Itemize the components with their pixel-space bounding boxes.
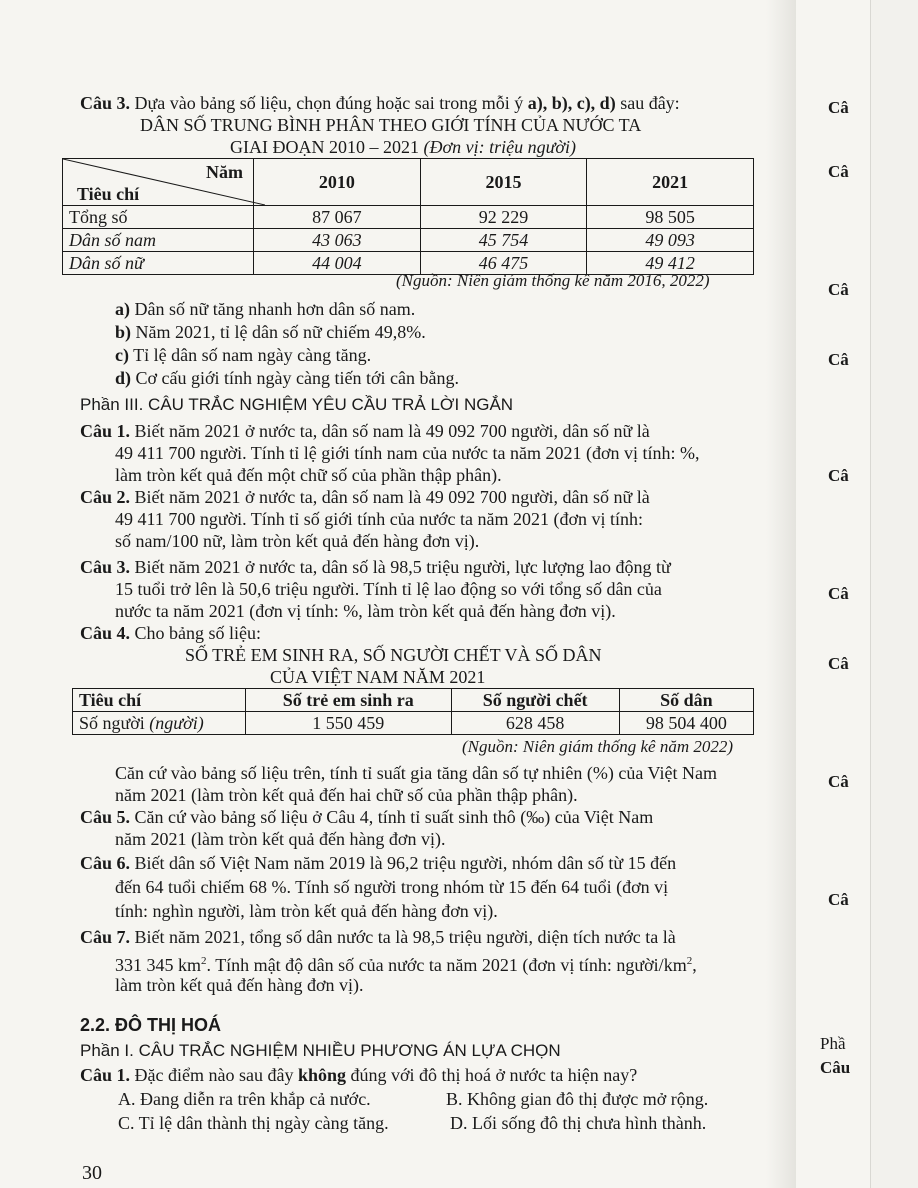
q4-table-title-2: CỦA VIỆT NAM NĂM 2021	[270, 667, 486, 687]
short-q1-line2: 49 411 700 người. Tính tỉ lệ giới tính nam của nước ta năm 2021 (đơn vị tính: %,	[115, 443, 700, 463]
short-q7-line2: 331 345 $km^2$. Tính mật độ dân số của nước ta năm 2021 (đơn vị tính: người/$km^2$,	[115, 955, 697, 975]
short-q7-line3: làm tròn kết quả đến hàng đơn vị).	[115, 975, 364, 995]
q3-intro: Câu 3. Dựa vào bảng số liệu, chọn đúng hoặc sai trong mỗi ý a), b), c), d) sau đây:	[80, 93, 680, 113]
short-q7-line1: Câu 7. Biết năm 2021, tổng số dân nước ta là 98,5 triệu người, diện tích nước ta là	[80, 927, 676, 947]
table-row: Dân số nam 43 063 45 754 49 093	[63, 229, 754, 252]
margin-label: Phầ	[820, 1034, 846, 1053]
mc1-option-d: D. Lối sống đô thị chưa hình thành.	[450, 1113, 707, 1133]
q3-table-title-1: DÂN SỐ TRUNG BÌNH PHÂN THEO GIỚI TÍNH CỦA NƯỚC TA	[140, 115, 642, 135]
mc1-option-a: A. Đang diễn ra trên khắp cả nước.	[118, 1089, 371, 1109]
short-q6-line2: đến 64 tuổi chiếm 68 %. Tính số người trong nhóm từ 15 đến 64 tuổi (đơn vị	[115, 877, 669, 897]
q4-source: (Nguồn: Niên giám thống kê năm 2022)	[462, 737, 734, 756]
table-row: Tổng số 87 067 92 229 98 505	[63, 206, 754, 229]
margin-label: Câu	[820, 1058, 851, 1077]
q3-option-c: c) Tỉ lệ dân số nam ngày càng tăng.	[115, 345, 372, 365]
short-q2-line1: Câu 2. Biết năm 2021 ở nước ta, dân số nam là 49 092 700 người, dân số nữ là	[80, 487, 650, 507]
part3-title: Phần III. CÂU TRẮC NGHIỆM YÊU CẦU TRẢ LỜI NGẮN	[80, 395, 514, 414]
q3-option-a: a) Dân số nữ tăng nhanh hơn dân số nam.	[115, 299, 416, 319]
next-page-edge	[870, 0, 918, 1188]
short-q6-line1: Câu 6. Biết dân số Việt Nam năm 2019 là 96,2 triệu người, nhóm dân số từ 15 đến	[80, 853, 677, 873]
short-q6-line3: tính: nghìn người, làm tròn kết quả đến hàng đơn vị).	[115, 901, 498, 921]
short-q4-line1: Câu 4. Cho bảng số liệu:	[80, 623, 262, 643]
q3-year-2015: 2015	[420, 159, 587, 206]
short-q2-line2: 49 411 700 người. Tính tỉ số giới tính của nước ta năm 2021 (đơn vị tính:	[115, 509, 644, 529]
table-row: Dân số nữ 44 004 46 475 49 412	[63, 252, 754, 275]
q3-header-corner: Năm Tiêu chí	[63, 159, 254, 206]
mc1-option-b: B. Không gian đô thị được mở rộng.	[446, 1089, 709, 1109]
q4-table-title-1: SỐ TRẺ EM SINH RA, SỐ NGƯỜI CHẾT VÀ SỐ DÂN	[185, 645, 602, 665]
margin-label: Câ	[828, 584, 849, 603]
short-q2-line3: số nam/100 nữ, làm tròn kết quả đến hàng đơn vị).	[115, 531, 480, 551]
margin-label: Câ	[828, 98, 849, 117]
margin-label: Câ	[828, 280, 849, 299]
margin-label: Câ	[828, 162, 849, 181]
q3-population-table	[62, 158, 754, 275]
table-row: Số người (người) 1 550 459 628 458 98 504 400	[73, 712, 754, 735]
short-q4-line3: năm 2021 (làm tròn kết quả đến hai chữ số của phần thập phân).	[115, 785, 578, 805]
q3-source: (Nguồn: Niên giám thống kê năm 2016, 2022)	[396, 271, 710, 290]
short-q3-line3: nước ta năm 2021 (đơn vị tính: %, làm tròn kết quả đến hàng đơn vị).	[115, 601, 616, 621]
margin-label: Câ	[828, 654, 849, 673]
margin-label: Câ	[828, 890, 849, 909]
page-fold-shadow	[766, 0, 796, 1188]
margin-label: Câ	[828, 350, 849, 369]
section-heading: 2.2. ĐÔ THỊ HOÁ	[80, 1015, 222, 1035]
q4-births-deaths-table: Tiêu chí Số trẻ em sinh ra Số người chết Số dân Số người (người) 1 550 459 628 458 98 504 400	[72, 688, 754, 735]
short-q4-line2: Căn cứ vào bảng số liệu trên, tính tỉ suất gia tăng dân số tự nhiên (%) của Việt Nam	[115, 763, 717, 783]
short-q1-line1: Câu 1. Biết năm 2021 ở nước ta, dân số nam là 49 092 700 người, dân số nữ là	[80, 421, 650, 441]
margin-label: Câ	[828, 772, 849, 791]
short-q3-line2: 15 tuổi trở lên là 50,6 triệu người. Tính tỉ lệ lao động so với tổng số dân của	[115, 579, 662, 599]
q3-option-b: b) Năm 2021, tỉ lệ dân số nữ chiếm 49,8%.	[115, 322, 426, 342]
short-q3-line1: Câu 3. Biết năm 2021 ở nước ta, dân số là 98,5 triệu người, lực lượng lao động từ	[80, 557, 671, 577]
margin-label: Câ	[828, 466, 849, 485]
short-q1-line3: làm tròn kết quả đến một chữ số của phần thập phân).	[115, 465, 502, 485]
q3-year-2021: 2021	[587, 159, 754, 206]
short-q5-line2: năm 2021 (làm tròn kết quả đến hàng đơn vị).	[115, 829, 446, 849]
mc1-option-c: C. Tỉ lệ dân thành thị ngày càng tăng.	[118, 1113, 389, 1133]
short-q5-line1: Câu 5. Căn cứ vào bảng số liệu ở Câu 4, tính tỉ suất sinh thô (‰) của Việt Nam	[80, 807, 654, 827]
page-number: 30	[82, 1162, 102, 1184]
part1-title: Phần I. CÂU TRẮC NGHIỆM NHIỀU PHƯƠNG ÁN LỰA CHỌN	[80, 1041, 561, 1060]
q3-year-2010: 2010	[254, 159, 421, 206]
q3-option-d: d) Cơ cấu giới tính ngày càng tiến tới cân bằng.	[115, 368, 459, 388]
mc1-question: Câu 1. Đặc điểm nào sau đây không đúng với đô thị hoá ở nước ta hiện nay?	[80, 1065, 638, 1085]
q3-table-title-2: GIAI ĐOẠN 2010 – 2021 (Đơn vị: triệu người)	[230, 137, 576, 157]
